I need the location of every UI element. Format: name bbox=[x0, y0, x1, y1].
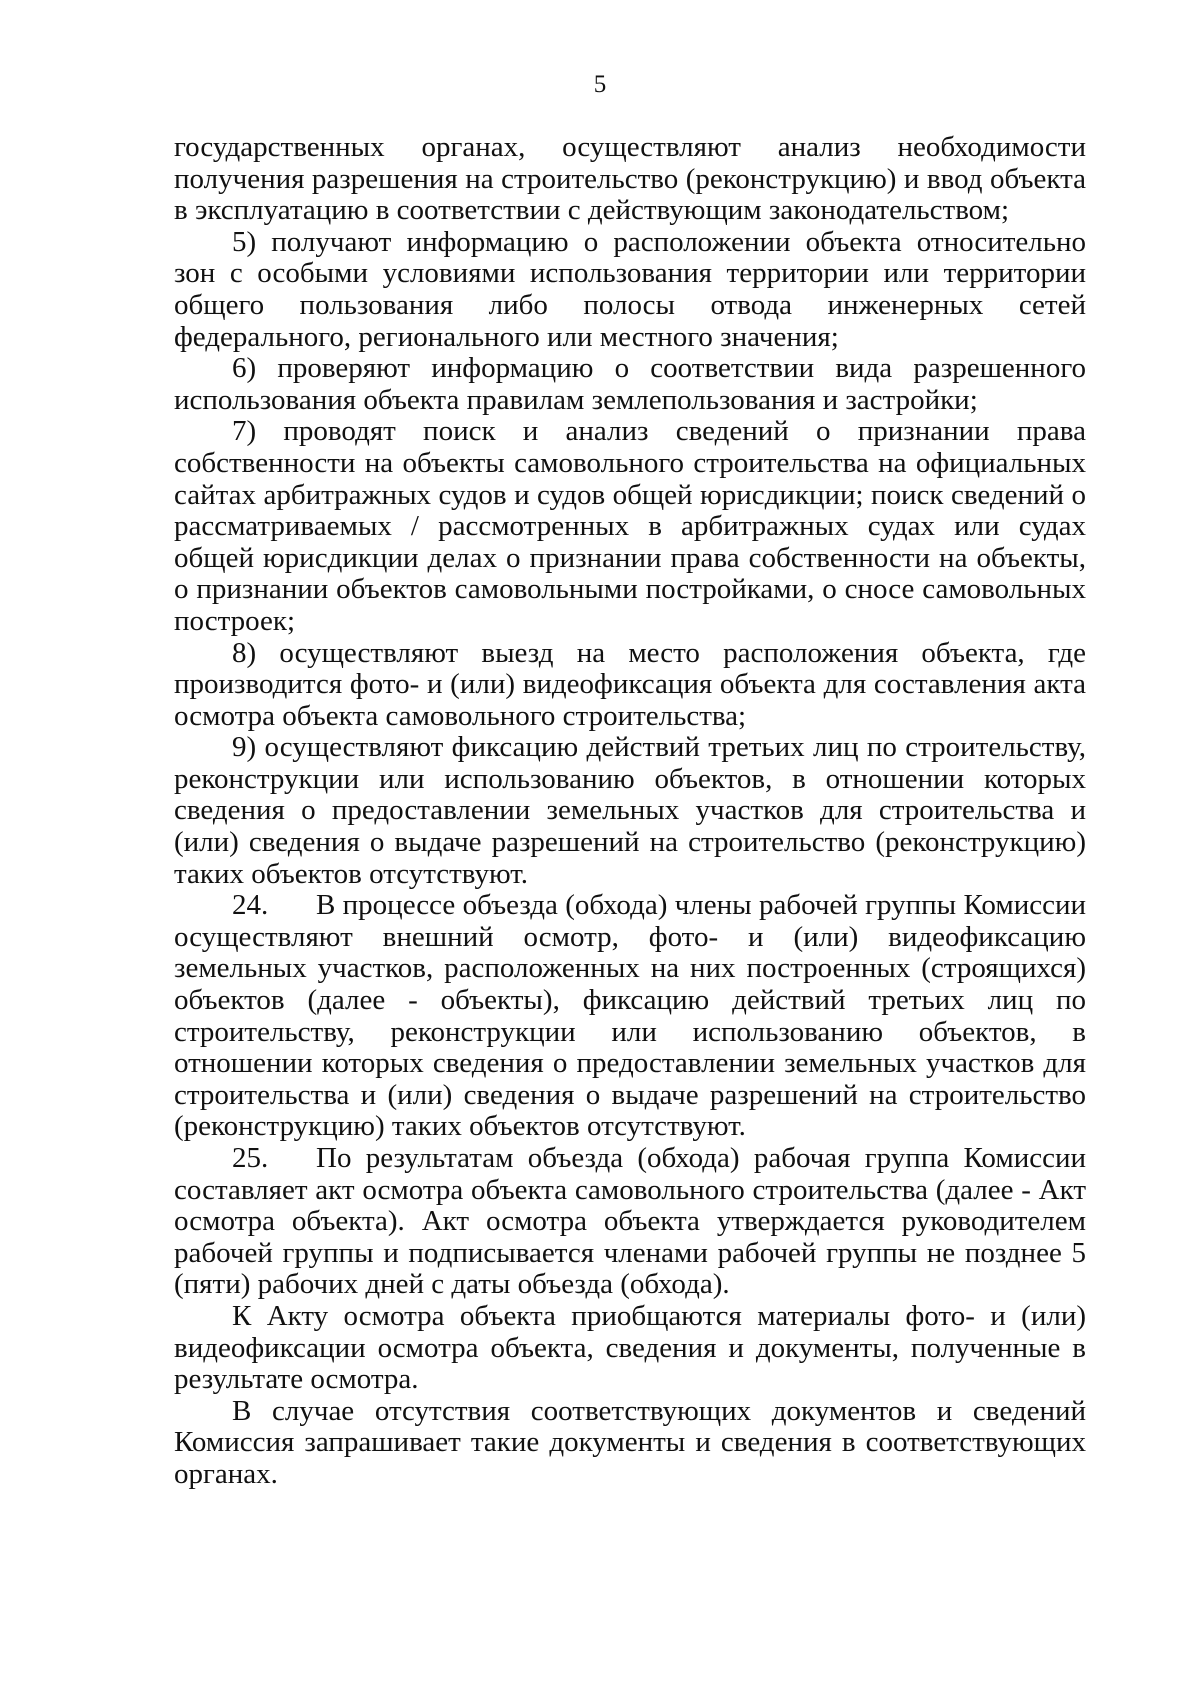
paragraph-attachments bbox=[174, 1301, 1086, 1396]
paragraph-text: По результатам объезда (обхода) рабочая группа Комиссии составляет акт осмотра объекта самовольного строительства (далее - Акт осмотра объекта). Акт осмотра объекта утверждается руководителем рабочей группы и подписывается членами рабочей группы не позднее 5 (пяти) рабочих дней с даты объезда (обхода). bbox=[174, 1142, 1086, 1301]
paragraph-text: 8) осуществляют выезд на место расположения объекта, где производится фото- и (или) видеофиксация объекта для составления акта осмотра объекта самовольного строительства; bbox=[174, 636, 1086, 732]
paragraph-text: В случае отсутствия соответствующих документов и сведений Комиссия запрашивает такие документы и сведения в соответствующих органах. bbox=[174, 1394, 1086, 1490]
paragraph-text: В процессе объезда (обхода) члены рабочей группы Комиссии осуществляют внешний осмотр, фото- и (или) видеофиксацию земельных участков, расположенных на них построенных (строящихся) объектов (далее - объекты), фиксацию действий третьих лиц по строительству, реконструкции или использованию объектов, в отношении которых сведения о предоставлении земельных участков для строительства и (или) сведения о выдаче разрешений на строительство (реконструкцию) таких объектов отсутствуют. bbox=[174, 889, 1086, 1143]
paragraph-text: государственных органах, осуществляют анализ необходимости получения разрешения на строительство (реконструкцию) и ввод объекта в эксплуатацию в соответствии с действующим законодательством; bbox=[174, 131, 1086, 227]
paragraph-continuation bbox=[174, 132, 1086, 227]
paragraph-item-9 bbox=[174, 732, 1086, 890]
paragraph-missing-documents bbox=[174, 1396, 1086, 1491]
clause-number: 25. bbox=[232, 1142, 269, 1174]
clause-25 bbox=[174, 1143, 1086, 1301]
paragraph-item-8 bbox=[174, 638, 1086, 733]
paragraph-text: 9) осуществляют фиксацию действий третьих лиц по строительству, реконструкции или использованию объектов, в отношении которых сведения о предоставлении земельных участков для строительства и (или) сведения о выдаче разрешений на строительство (реконструкцию) таких объектов отсутствуют. bbox=[174, 731, 1086, 890]
document-body bbox=[174, 132, 1086, 1491]
paragraph-text: К Акту осмотра объекта приобщаются материалы фото- и (или) видеофиксации осмотра объекта, сведения и документы, полученные в результате осмотра. bbox=[174, 1299, 1086, 1396]
paragraph-item-5 bbox=[174, 227, 1086, 353]
paragraph-item-6 bbox=[174, 353, 1086, 416]
paragraph-text: 7) проводят поиск и анализ сведений о признании права собственности на объекты самовольного строительства на официальных сайтах арбитражных судов и судов общей юрисдикции; поиск сведений о рассматриваемых / рассмотренных в арбитражных судах или судах общей юрисдикции делах о признании права собственности на объекты, о признании объектов самовольными постройками, о сносе самовольных построек; bbox=[174, 415, 1086, 637]
paragraph-text: 6) проверяют информацию о соответствии вида разрешенного использования объекта правилам землепользования и застройки; bbox=[174, 352, 1086, 416]
page-number: 5 bbox=[593, 71, 607, 98]
paragraph-item-7 bbox=[174, 416, 1086, 637]
clause-number: 24. bbox=[232, 889, 269, 922]
paragraph-text: 5) получают информацию о расположении объекта относительно зон с особыми условиями использования территории или территории общего пользования либо полосы отвода инженерных сетей федерального, регионального или местного значения; bbox=[174, 225, 1086, 353]
clause-24 bbox=[174, 890, 1086, 1143]
